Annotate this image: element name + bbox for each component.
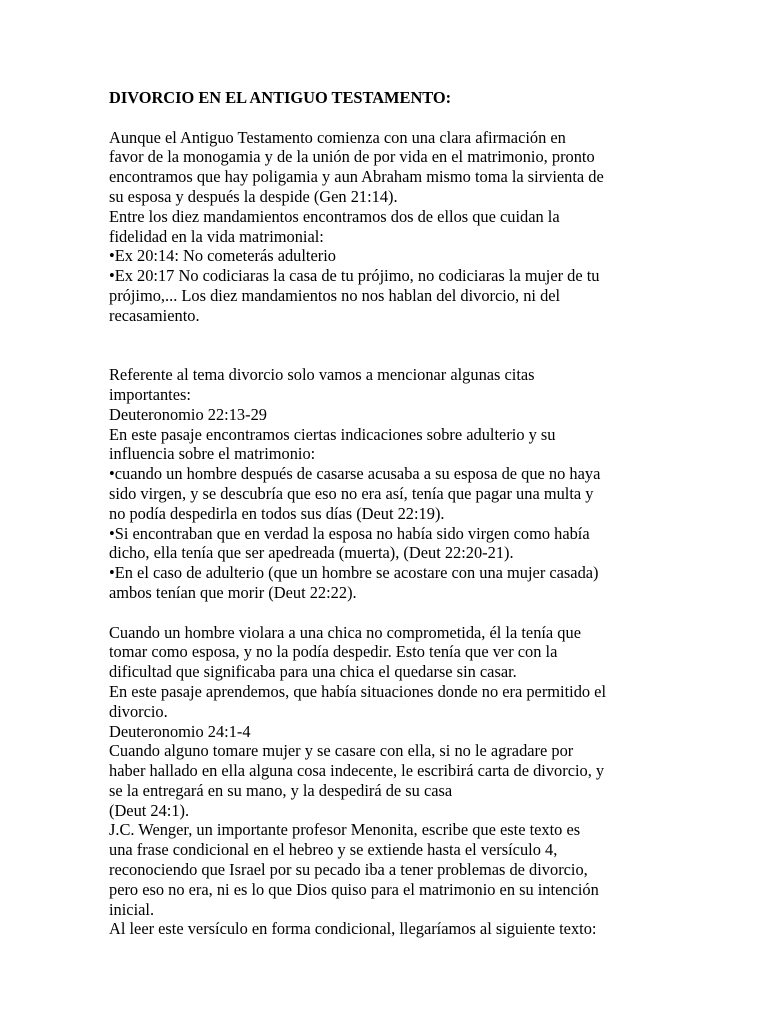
text-line: prójimo,... Los diez mandamientos no nos hablan del divorcio, ni del [109, 285, 561, 305]
text-line: •cuando un hombre después de casarse acusaba a su esposa de que no haya [109, 464, 601, 484]
text-line: (Deut 24:1). [109, 800, 190, 820]
text-line: ambos tenían que morir (Deut 22:22). [109, 582, 357, 602]
text-line: Deuteronomio 24:1-4 [109, 721, 251, 741]
text-line: haber hallado en ella alguna cosa indecente, le escribirá carta de divorcio, y [109, 761, 605, 781]
text-line: J.C. Wenger, un importante profesor Menonita, escribe que este texto es [109, 820, 581, 840]
text-line: reconociendo que Israel por su pecado iba a tener problemas de divorcio, [109, 860, 588, 880]
text-line: inicial. [109, 899, 155, 919]
text-line: En este pasaje encontramos ciertas indicaciones sobre adulterio y su [109, 424, 556, 444]
text-line: •Ex 20:17 No codiciaras la casa de tu prójimo, no codiciaras la mujer de tu [109, 266, 600, 286]
text-line: Cuando un hombre violara a una chica no comprometida, él la tenía que [109, 622, 581, 642]
blank-line [109, 108, 661, 128]
text-line: pero eso no era, ni es lo que Dios quiso para el matrimonio en su intención [109, 879, 599, 899]
text-line: fidelidad en la vida matrimonial: [109, 226, 324, 246]
text-line: •Si encontraban que en verdad la esposa no había sido virgen como había [109, 523, 590, 543]
text-line: •Ex 20:14: No cometerás adulterio [109, 246, 336, 266]
text-line: •En el caso de adulterio (que un hombre se acostare con una mujer casada) [109, 563, 599, 583]
text-line: su esposa y después la despide (Gen 21:14). [109, 186, 398, 206]
text-line: favor de la monogamia y de la unión de por vida en el matrimonio, pronto [109, 147, 595, 167]
text-line: una frase condicional en el hebreo y se extiende hasta el versículo 4, [109, 840, 558, 860]
text-line: se la entregará en su mano, y la despedirá de su casa [109, 780, 453, 800]
text-line: dicho, ella tenía que ser apedreada (muerta), (Deut 22:20-21). [109, 543, 514, 563]
blank-line [109, 603, 661, 623]
text-line: importantes: [109, 384, 191, 404]
text-line: Aunque el Antiguo Testamento comienza con una clara afirmación en [109, 127, 566, 147]
text-line: Entre los diez mandamientos encontramos dos de ellos que cuidan la [109, 206, 560, 226]
text-line: no podía despedirla en todos sus días (Deut 22:19). [109, 503, 445, 523]
text-line: Deuteronomio 22:13-29 [109, 404, 267, 424]
document-body [109, 88, 661, 939]
text-line: sido virgen, y se descubría que eso no era así, tenía que pagar una multa y [109, 483, 594, 503]
page-title: DIVORCIO EN EL ANTIGUO TESTAMENTO: [109, 88, 452, 107]
text-line: divorcio. [109, 701, 168, 721]
blank-line [109, 326, 661, 346]
text-line: dificultad que significaba para una chica el quedarse sin casar. [109, 662, 517, 682]
text-line: tomar como esposa, y no la podía despedir. Esto tenía que ver con la [109, 642, 558, 662]
text-line: En este pasaje aprendemos, que había situaciones donde no era permitido el [109, 681, 607, 701]
blank-line [109, 345, 661, 365]
text-line: Cuando alguno tomare mujer y se casare con ella, si no le agradare por [109, 741, 574, 761]
text-line: Al leer este versículo en forma condicional, llegaríamos al siguiente texto: [109, 919, 597, 939]
text-line: Referente al tema divorcio solo vamos a mencionar algunas citas [109, 365, 535, 385]
text-line: recasamiento. [109, 305, 200, 325]
text-line: encontramos que hay poligamia y aun Abraham mismo toma la sirvienta de [109, 167, 604, 187]
text-line: influencia sobre el matrimonio: [109, 444, 316, 464]
